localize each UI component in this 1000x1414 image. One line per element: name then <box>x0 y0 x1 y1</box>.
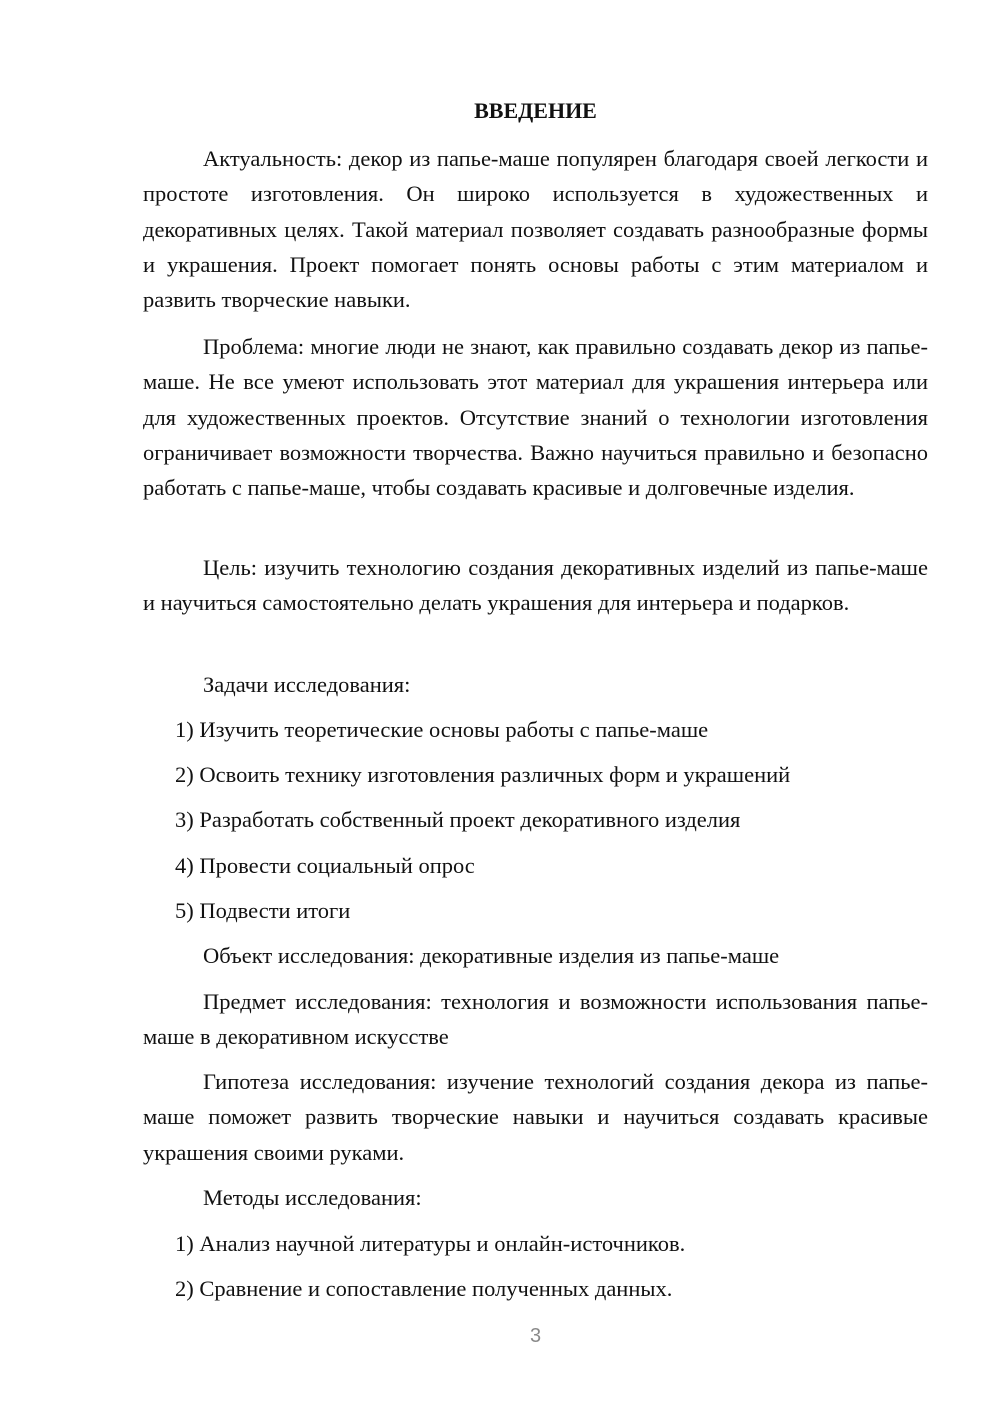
list-item: 1) Изучить теоретические основы работы с папье-маше <box>175 717 709 742</box>
list-item: 2) Сравнение и сопоставление полученных данных. <box>175 1276 673 1301</box>
problem-paragraph: Проблема: многие люди не знают, как правильно создавать декор из папье-маше. Не все умеют использовать этот материал для украшения интерьера или для художественных проектов. Отсутствие знаний о технологии изготовления ограничивает возможности творчества. Важно научиться правильно и безопасно работать с папье-маше, чтобы создавать красивые и долговечные изделия. <box>143 334 928 501</box>
section-title: ВВЕДЕНИЕ <box>474 98 597 123</box>
tasks-heading: Задачи исследования: <box>203 672 411 697</box>
list-item: 2) Освоить технику изготовления различных форм и украшений <box>175 762 791 787</box>
goal-paragraph: Цель: изучить технологию создания декоративных изделий из папье-маше и научиться самостоятельно делать украшения для интерьера и подарков. <box>143 555 928 616</box>
list-item: 4) Провести социальный опрос <box>175 853 475 878</box>
page-number: 3 <box>529 1325 542 1347</box>
methods-heading: Методы исследования: <box>203 1185 422 1210</box>
object-line: Объект исследования: декоративные изделия из папье-маше <box>203 943 780 968</box>
list-item: 3) Разработать собственный проект декоративного изделия <box>175 807 741 832</box>
list-item: 5) Подвести итоги <box>175 898 351 923</box>
hypothesis-paragraph: Гипотеза исследования: изучение технологий создания декора из папье-маше поможет развить творческие навыки и научиться создавать красивые украшения своими руками. <box>143 1069 928 1165</box>
relevance-paragraph: Актуальность: декор из папье-маше популярен благодаря своей легкости и простоте изготовления. Он широко используется в художественных и декоративных целях. Такой материал позволяет создавать разнообразные формы и украшения. Проект помогает понять основы работы с этим материалом и развить творческие навыки. <box>143 146 928 313</box>
list-item: 1) Анализ научной литературы и онлайн-источников. <box>175 1231 686 1256</box>
subject-paragraph: Предмет исследования: технология и возможности использования папье-маше в декоративном искусстве <box>143 989 928 1050</box>
